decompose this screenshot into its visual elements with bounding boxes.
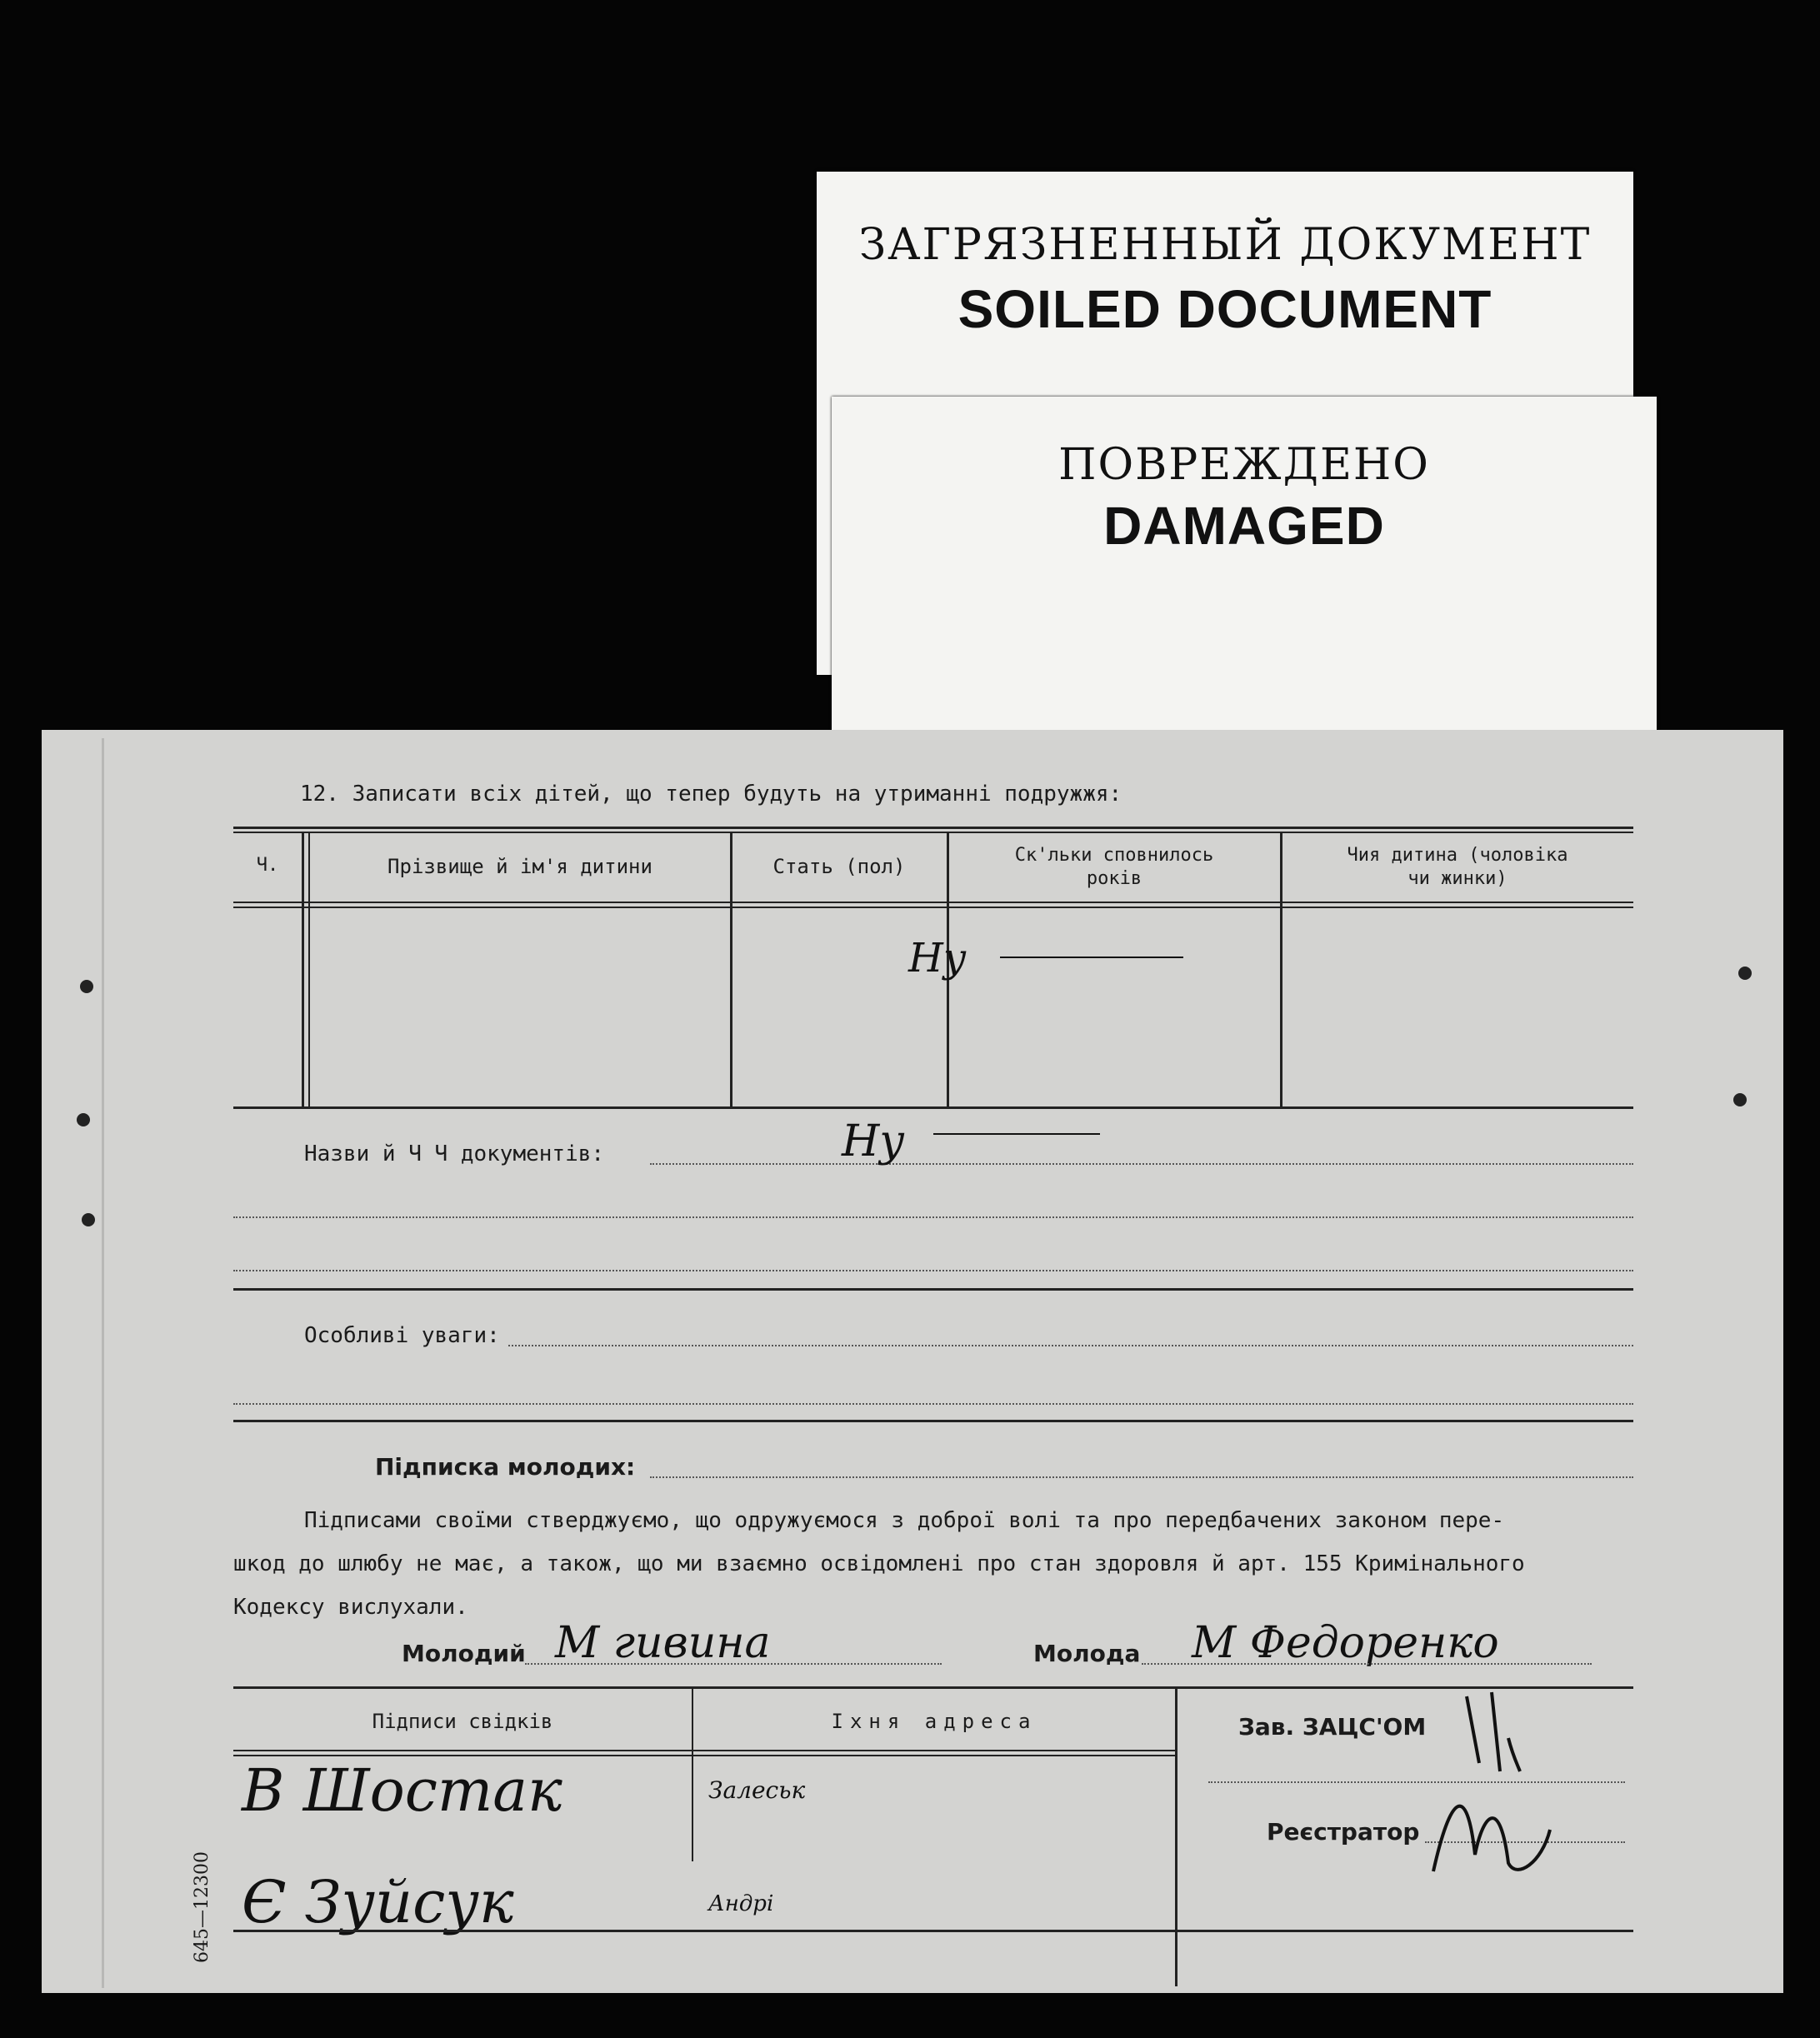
documents-dotted-line: [650, 1163, 1633, 1165]
remarks-dotted-line: [508, 1345, 1633, 1346]
punch-hole: [77, 1113, 90, 1126]
declaration-line-1: Підписами своїми стверджуємо, що одружуємося з доброї волі та про передбачених законом пере-: [304, 1508, 1505, 1533]
handwritten-dash: [933, 1133, 1100, 1135]
groom-signature: М гивина: [555, 1618, 771, 1668]
remarks-dotted-line: [233, 1403, 1633, 1405]
documents-handwriting: Ну: [842, 1116, 905, 1166]
table-bottom-rule: [233, 1106, 1633, 1109]
witnesses-col-divider: [1175, 1686, 1178, 1986]
sheet-fold-edge: [102, 738, 104, 1988]
soiled-label-ru: ЗАГРЯЗНЕННЫЙ ДОКУМЕНТ: [858, 220, 1592, 270]
head-signature-scribble: [1458, 1688, 1525, 1780]
registry-head-label: Зав. ЗАЦС'ОМ: [1238, 1713, 1427, 1741]
col-number-header: Ч.: [256, 855, 279, 876]
declaration-line-3: Кодексу вислухали.: [233, 1595, 468, 1620]
soiled-label-en: SOILED DOCUMENT: [958, 279, 1492, 339]
handwritten-dash: [1000, 957, 1183, 958]
col-sex-header: Стать (пол): [772, 855, 906, 878]
registrar-label: Реєстратор: [1267, 1818, 1420, 1846]
col-age-header-line1: Ск'льки сповнилось: [1014, 845, 1214, 866]
col-child-name-header: Прізвище й ім'я дитини: [388, 855, 652, 878]
remarks-label: Особливі уваги:: [304, 1323, 500, 1348]
table-col-divider: [302, 832, 304, 1106]
witness-1-address: Залеськ: [708, 1776, 806, 1804]
registrar-signature-scribble: [1417, 1763, 1558, 1888]
groom-dotted-line: [525, 1663, 942, 1665]
signature-heading: Підписка молодих:: [375, 1453, 636, 1481]
groom-label: Молодий: [402, 1640, 526, 1667]
damaged-label-ru: ПОВРЕЖДЕНО: [1058, 440, 1430, 490]
table-top-rule: [233, 832, 1633, 833]
table-header-rule: [233, 907, 1633, 908]
col-whose-header-line2: чи жинки): [1408, 868, 1508, 889]
bride-signature: М Федоренко: [1192, 1618, 1499, 1668]
marriage-record-form: [42, 730, 1783, 1993]
table-top-rule: [233, 827, 1633, 829]
witnesses-top-rule: [233, 1686, 1633, 1689]
damaged-document-label: [832, 397, 1657, 730]
bride-dotted-line: [1142, 1663, 1592, 1665]
section-rule: [233, 1420, 1633, 1422]
witnesses-header: Підписи свідків: [372, 1710, 553, 1733]
documents-dotted-line: [233, 1270, 1633, 1271]
witness-2-signature: Є Зуйсук: [242, 1868, 514, 1936]
documents-label: Назви й Ч Ч документів:: [304, 1141, 605, 1166]
witnesses-bottom-rule: [233, 1930, 1633, 1932]
declaration-line-2: шкод до шлюбу не має, а також, що ми взаємно освідомлені про стан здоровля й арт. 155 Кримінального: [233, 1551, 1525, 1576]
print-code: 645—12300: [192, 1851, 212, 1963]
damaged-label-en: DAMAGED: [1103, 496, 1385, 556]
section-12-heading: 12. Записати всіх дітей, що тепер будуть на утриманні подружжя:: [300, 782, 1122, 807]
signature-dotted-line: [650, 1476, 1633, 1478]
col-whose-header-line1: Чия дитина (чоловіка: [1347, 845, 1568, 866]
table-header-rule: [233, 902, 1633, 903]
address-header: Іхня адреса: [831, 1710, 1038, 1733]
section-rule: [233, 1288, 1633, 1291]
witness-2-address: Андрі: [708, 1891, 774, 1916]
punch-hole: [1733, 1093, 1747, 1106]
punch-hole: [82, 1213, 95, 1226]
children-entry-handwriting: Ну: [908, 935, 967, 982]
punch-hole: [1738, 967, 1752, 980]
witnesses-header-rule: [233, 1750, 1175, 1751]
witness-1-signature: В Шостак: [242, 1756, 562, 1825]
col-age-header-line2: років: [1086, 868, 1142, 889]
documents-dotted-line: [233, 1216, 1633, 1218]
punch-hole: [80, 980, 93, 993]
bride-label: Молода: [1033, 1640, 1141, 1667]
